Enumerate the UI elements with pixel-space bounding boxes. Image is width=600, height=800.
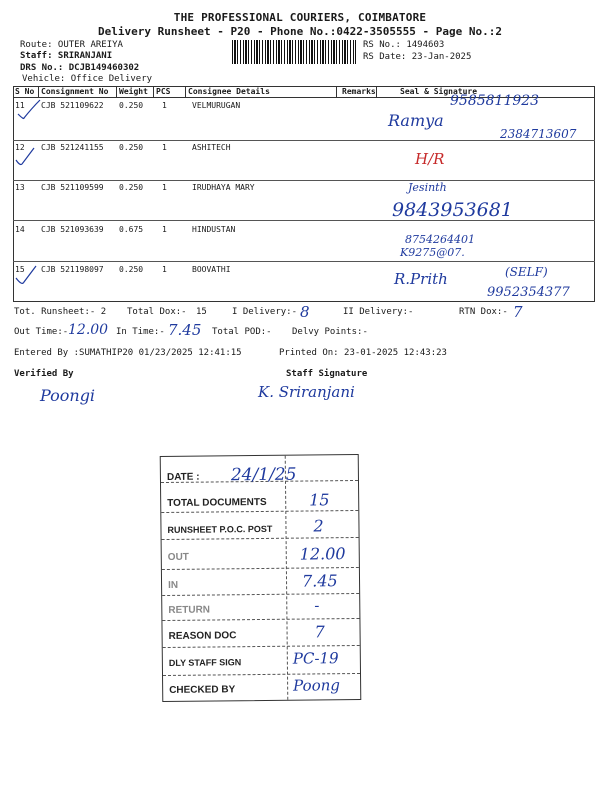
entered-by: Entered By :SUMATHIP20 01/23/2025 12:41:15 [14, 348, 242, 358]
out-time-value: 12.00 [68, 322, 109, 338]
stamp-reason-value: 7 [314, 622, 325, 642]
stamp-reason-label: REASON DOC [168, 630, 237, 642]
hw-row11-phone: 9585811923 [450, 93, 540, 109]
hw-row13-name: Jesinth [408, 181, 447, 194]
row-pcs: 1 [162, 143, 167, 152]
row-pcs: 1 [162, 265, 167, 274]
row-weight: 0.250 [119, 101, 144, 110]
runsheet-title: Delivery Runsheet - P20 - Phone No.:0422-3505555 - Page No.:2 [98, 25, 502, 38]
row-consignee: HINDUSTAN [192, 225, 236, 234]
row-pcs: 1 [162, 101, 167, 110]
i-delivery-value: 8 [300, 303, 310, 321]
route: Route: OUTER AREIYA [20, 40, 123, 50]
row-consignment: CJB 521109622 [41, 101, 104, 110]
in-time-label: In Time:- [116, 327, 165, 337]
stamp-return-label: RETURN [168, 604, 211, 616]
in-time-value: 7.45 [168, 321, 202, 339]
row-consignment: CJB 521093639 [41, 225, 104, 234]
stamp-in-label: IN [168, 579, 179, 591]
row-pcs: 1 [162, 183, 167, 192]
row-sno: 13 [15, 183, 25, 192]
hw-row12-mark: H/R [415, 150, 445, 168]
hw-row15-name: R.Prith [394, 270, 448, 288]
row-consignee: VELMURUGAN [192, 101, 241, 110]
stamp-date-label: DATE : [166, 471, 200, 483]
i-delivery-label: I Delivery:- [232, 307, 298, 317]
stamp-checked-by-label: CHECKED BY [169, 684, 236, 696]
rs-date: RS Date: 23-Jan-2025 [363, 52, 472, 62]
row-sno: 12 [15, 143, 25, 152]
row-consignment: CJB 521241155 [41, 143, 104, 152]
col-remarks: Remarks [342, 87, 376, 96]
row-sno: 14 [15, 225, 25, 234]
row-consignee: ASHITECH [192, 143, 231, 152]
staff-signature: K. Sriranjani [258, 383, 355, 401]
row-consignee: IRUDHAYA MARY [192, 183, 255, 192]
stamp-total-docs-label: TOTAL DOCUMENTS [167, 496, 267, 509]
stamp-out-label: OUT [167, 551, 189, 563]
out-time-label: Out Time:- [14, 327, 69, 337]
hw-row15-self: (SELF) [505, 265, 548, 279]
rs-number: RS No.: 1494603 [363, 40, 445, 50]
tot-runsheet: Tot. Runsheet:- 2 [14, 307, 107, 317]
vehicle: Vehicle: Office Delivery [22, 74, 153, 84]
row-weight: 0.250 [119, 265, 144, 274]
stamp-total-docs-value: 15 [309, 490, 330, 510]
total-pod: Total POD:- [212, 327, 272, 337]
col-consignee: Consignee Details [188, 87, 270, 96]
rtn-dox-value: 7 [513, 303, 523, 321]
delivery-stamp [160, 454, 362, 702]
row-weight: 0.250 [119, 143, 144, 152]
tick-marks [10, 96, 50, 296]
hw-row11-phone2: 2384713607 [500, 127, 577, 141]
stamp-in-value: 7.45 [301, 571, 338, 591]
hw-row14-name: K9275@07. [400, 246, 465, 259]
ii-delivery-label: II Delivery:- [343, 307, 414, 317]
row-consignee: BOOVATHI [192, 265, 231, 274]
col-weight: Weight [119, 87, 148, 96]
row-weight: 0.675 [119, 225, 144, 234]
staff-signature-label: Staff Signature [286, 369, 368, 379]
hw-row15-phone: 9952354377 [487, 285, 570, 300]
drs-number: DRS No.: DCJB149460302 [20, 63, 140, 73]
row-pcs: 1 [162, 225, 167, 234]
hw-row11-name: Ramya [388, 111, 444, 130]
stamp-dly-staff-label: DLY STAFF SIGN [168, 657, 242, 668]
verified-signature: Poongi [40, 386, 96, 405]
row-consignment: CJB 521198097 [41, 265, 104, 274]
company-title: THE PROFESSIONAL COURIERS, COIMBATORE [173, 11, 427, 24]
row-consignment: CJB 521109599 [41, 183, 104, 192]
verified-by-label: Verified By [14, 369, 74, 379]
stamp-out-value: 12.00 [299, 544, 346, 564]
stamp-date-value: 24/1/25 [230, 464, 297, 486]
row-weight: 0.250 [119, 183, 144, 192]
rtn-dox-label: RTN Dox:- [459, 307, 508, 317]
hw-row14-note: 8754264401 [405, 233, 475, 246]
col-pcs: PCS [156, 87, 171, 96]
total-dox-label: Total Dox:- [127, 307, 187, 317]
hw-row13-phone: 9843953681 [392, 199, 513, 221]
barcode [232, 40, 356, 64]
total-dox-value: 15 [196, 307, 207, 317]
delivery-points: Delvy Points:- [292, 327, 368, 337]
col-consignment: Consignment No [41, 87, 109, 96]
staff: Staff: SRIRANJANI [20, 51, 113, 61]
col-sno: S No [15, 87, 35, 96]
stamp-runsheet-value: 2 [313, 516, 324, 536]
stamp-checked-by-value: Poong [293, 676, 341, 695]
row-sno: 11 [15, 101, 25, 110]
printed-on: Printed On: 23-01-2025 12:43:23 [279, 348, 447, 358]
stamp-dly-staff-value: PC-19 [292, 649, 339, 668]
stamp-runsheet-label: RUNSHEET P.O.C. POST [167, 523, 273, 535]
stamp-return-value: - [314, 596, 320, 615]
col-seal-signature: Seal & Signature [400, 87, 478, 96]
row-sno: 15 [15, 265, 25, 274]
